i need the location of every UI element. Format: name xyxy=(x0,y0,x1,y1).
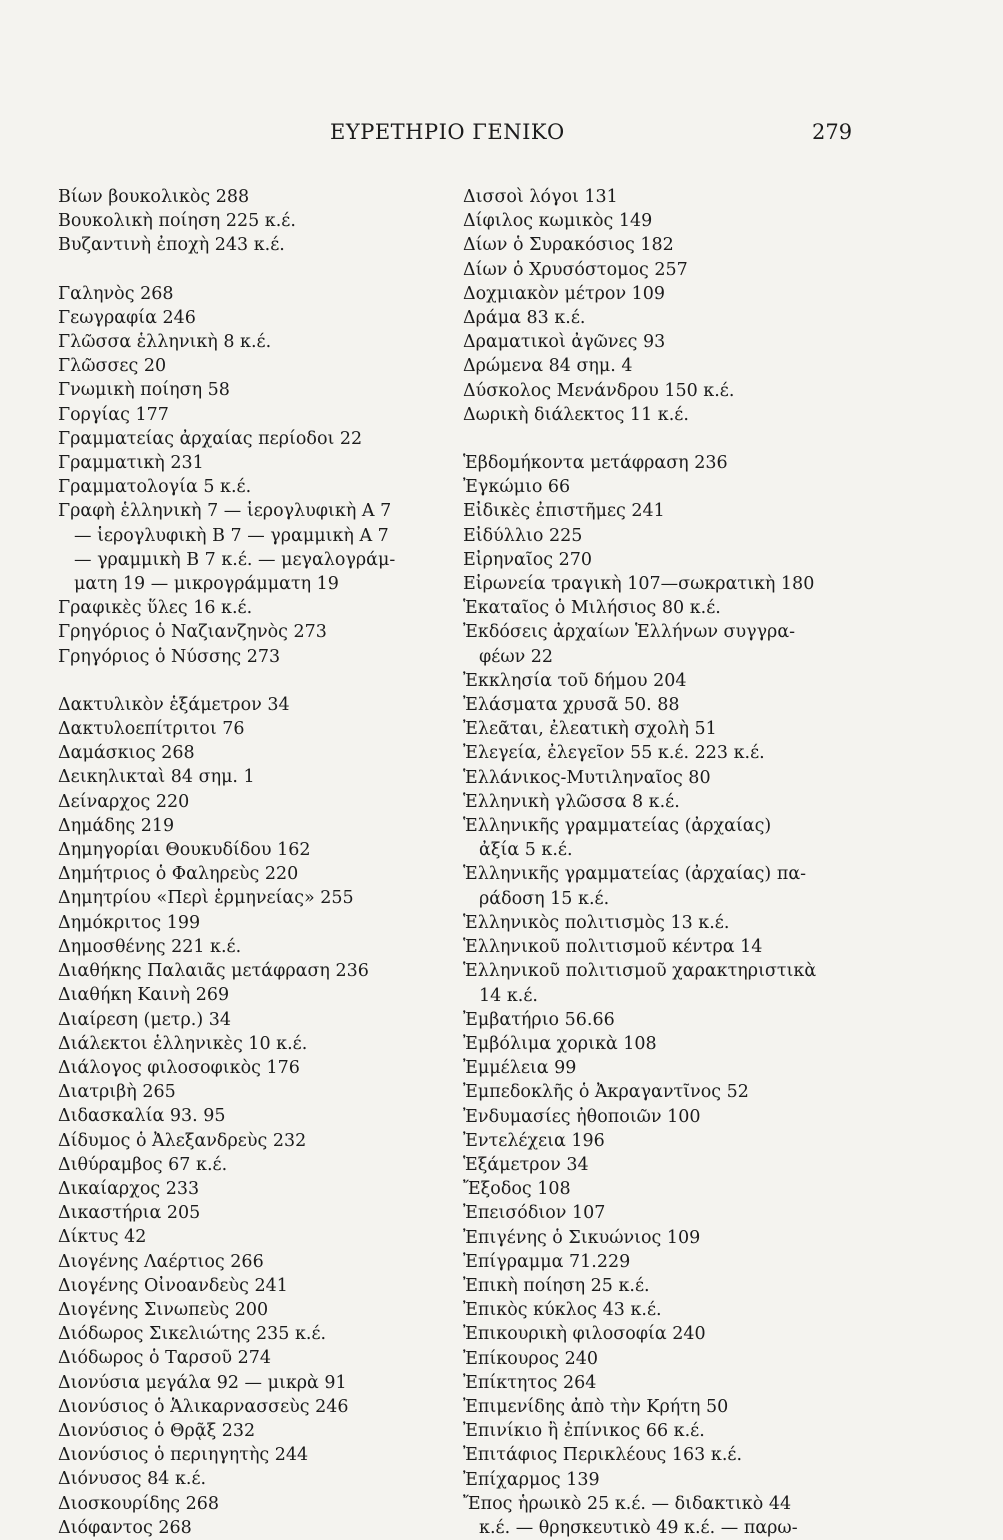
index-entry xyxy=(463,185,848,209)
index-entry xyxy=(463,1274,848,1298)
index-entry-continuation: ματη 19 — μικρογράμματη 19 xyxy=(74,574,339,595)
index-entry-text: Ἐπίγραμμα 71.229 xyxy=(463,1251,631,1272)
index-entry-text: Διόδωρος ὁ Ταρσοῦ 274 xyxy=(58,1348,271,1369)
index-entry-text: Γλῶσσες 20 xyxy=(58,356,167,377)
index-entry-text: Ἐνδυμασίες ἠθοποιῶν 100 xyxy=(463,1106,701,1127)
index-entry xyxy=(58,983,458,1007)
index-entry xyxy=(463,790,848,814)
index-entry-text: Διογένης Οἰνοανδεὺς 241 xyxy=(58,1275,288,1296)
index-entry xyxy=(58,717,458,741)
index-entry-continuation: κ.έ. — θρησκευτικὸ 49 κ.έ. — παρω- xyxy=(479,1517,798,1538)
index-entry-text: Δεικηλικταὶ 84 σημ. 1 xyxy=(58,767,255,788)
index-entry xyxy=(58,354,458,378)
index-entry-continuation: 14 κ.έ. xyxy=(479,985,538,1006)
index-entry-text: Ἐλεᾶται, ἐλεατικὴ σχολὴ 51 xyxy=(463,719,717,740)
index-entry-text: Ἑλληνικοῦ πολιτισμοῦ χαρακτηριστικὰ xyxy=(463,961,817,982)
index-entry-text: Εἰδικὲς ἐπιστῆμες 241 xyxy=(463,501,665,522)
index-entry-text: Διάλεκτοι ἑλληνικὲς 10 κ.έ. xyxy=(58,1033,308,1054)
index-entry xyxy=(58,1177,458,1201)
index-entry-text: Δοχμιακὸν μέτρον 109 xyxy=(463,283,666,304)
index-entry xyxy=(463,862,848,910)
index-entry xyxy=(58,1395,458,1419)
index-entry-text: Εἰρωνεία τραγικὴ 107—σωκρατικὴ 180 xyxy=(463,574,815,595)
index-entry xyxy=(463,935,848,959)
index-entry-text: Διάλογος φιλοσοφικὸς 176 xyxy=(58,1057,300,1078)
index-entry xyxy=(463,282,848,306)
index-entry xyxy=(58,911,458,935)
index-entry-continuation: ἀξία 5 κ.έ. xyxy=(479,840,573,861)
index-entry-text: Ἑλλάνικος-Μυτιληναῖος 80 xyxy=(463,767,711,788)
index-entry xyxy=(58,1250,458,1274)
index-entry-text: Γραμματείας ἀρχαίας περίοδοι 22 xyxy=(58,428,363,449)
index-entry-text: Ἐπικὸς κύκλος 43 κ.έ. xyxy=(463,1300,662,1321)
index-entry-text: Δίκτυς 42 xyxy=(58,1227,147,1248)
index-entry-text: Διονύσιος ὁ περιηγητὴς 244 xyxy=(58,1445,309,1466)
index-entry-text: Γραμματικὴ 231 xyxy=(58,453,204,474)
index-entry-text: Ἔξοδος 108 xyxy=(463,1179,571,1200)
index-entry xyxy=(463,1008,848,1032)
index-entry-text: Δίων ὁ Συρακόσιος 182 xyxy=(463,235,674,256)
index-entry xyxy=(463,1298,848,1322)
index-entry xyxy=(58,1467,458,1491)
index-entry-text: Δύσκολος Μενάνδρου 150 κ.έ. xyxy=(463,380,735,401)
running-title: ΕΥΡΕΤΗΡΙΟ ΓΕΝΙΚΟ xyxy=(330,120,565,144)
index-entry-text: Γραμματολογία 5 κ.έ. xyxy=(58,477,252,498)
index-entry xyxy=(463,1347,848,1371)
index-entry xyxy=(58,741,458,765)
index-entry-text: Ἐπίκτητος 264 xyxy=(463,1372,597,1393)
index-entry-text: Ἑβδομήκοντα μετάφραση 236 xyxy=(463,453,728,474)
index-entry xyxy=(463,1226,848,1250)
index-entry-text: Διογένης Λαέρτιος 266 xyxy=(58,1251,264,1272)
index-entry xyxy=(58,1104,458,1128)
index-entry-continuation: — ἱερογλυφικὴ Β 7 — γραμμικὴ Α 7 xyxy=(74,525,389,546)
index-entry xyxy=(58,814,458,838)
index-entry xyxy=(463,1492,848,1540)
index-entry-text: Διαθήκης Παλαιᾶς μετάφραση 236 xyxy=(58,961,369,982)
index-column-left xyxy=(58,185,458,1540)
index-entry-continuation: φέων 22 xyxy=(479,646,554,667)
index-entry-text: Γεωγραφία 246 xyxy=(58,307,196,328)
index-entry xyxy=(463,1443,848,1467)
index-entry-text: Διογένης Σινωπεὺς 200 xyxy=(58,1299,269,1320)
index-entry xyxy=(58,1443,458,1467)
index-entry xyxy=(58,862,458,886)
index-entry xyxy=(463,306,848,330)
index-entry xyxy=(463,1177,848,1201)
index-entry xyxy=(58,378,458,402)
index-entry-text: Ἐμβόλιμα χορικὰ 108 xyxy=(463,1033,657,1054)
index-entry-text: Ἑλληνικῆς γραμματείας (ἀρχαίας) xyxy=(463,816,772,837)
index-entry xyxy=(58,282,458,306)
index-entry-text: Δικαστήρια 205 xyxy=(58,1203,201,1224)
index-entry-text: Ἐπικὴ ποίηση 25 κ.έ. xyxy=(463,1275,650,1296)
index-entry xyxy=(58,645,458,669)
index-entry xyxy=(463,717,848,741)
index-entry xyxy=(58,620,458,644)
index-entry xyxy=(463,1056,848,1080)
index-column-right xyxy=(463,185,848,1540)
index-entry-text: Ἐπινίκιο ἢ ἐπίνικος 66 κ.έ. xyxy=(463,1421,705,1442)
index-entry xyxy=(58,1201,458,1225)
index-entry xyxy=(463,959,848,1007)
index-entry xyxy=(58,1032,458,1056)
index-entry-text: Γλῶσσα ἑλληνικὴ 8 κ.έ. xyxy=(58,332,272,353)
index-entry-text: Διατριβὴ 265 xyxy=(58,1082,176,1103)
index-entry-text: Δημήτριος ὁ Φαληρεὺς 220 xyxy=(58,864,299,885)
index-entry xyxy=(463,1080,848,1104)
index-entry-text: Ἐλεγεία, ἐλεγεῖον 55 κ.έ. 223 κ.έ. xyxy=(463,743,765,764)
index-entry-text: Ἐπιμενίδης ἀπὸ τὴν Κρήτη 50 xyxy=(463,1396,729,1417)
index-entry-text: Δημάδης 219 xyxy=(58,815,175,836)
index-entry-text: Ἐμβατήριο 56.66 xyxy=(463,1009,615,1030)
index-entry xyxy=(463,766,848,790)
index-entry-text: Ἔπος ἡρωικὸ 25 κ.έ. — διδακτικὸ 44 xyxy=(463,1493,792,1514)
index-entry-text: Διοσκουρίδης 268 xyxy=(58,1493,220,1514)
index-entry xyxy=(463,209,848,233)
index-entry-text: Δαμάσκιος 268 xyxy=(58,743,195,764)
index-entry-text: Ἑλληνικῆς γραμματείας (ἀρχαίας) πα- xyxy=(463,864,807,885)
index-entry xyxy=(58,1419,458,1443)
index-entry xyxy=(463,1468,848,1492)
index-entry-text: Δρώμενα 84 σημ. 4 xyxy=(463,356,633,377)
index-entry xyxy=(463,451,848,475)
index-entry xyxy=(58,1008,458,1032)
index-entry-text: Ἐντελέχεια 196 xyxy=(463,1130,605,1151)
index-entry xyxy=(58,475,458,499)
index-entry xyxy=(463,233,848,257)
index-entry xyxy=(463,475,848,499)
index-entry-text: Διαθήκη Καινὴ 269 xyxy=(58,985,230,1006)
index-entry-text: Δακτυλικὸν ἑξάμετρον 34 xyxy=(58,694,290,715)
index-entry xyxy=(58,1274,458,1298)
index-entry-text: Δακτυλοεπίτριτοι 76 xyxy=(58,719,245,740)
section-gap xyxy=(58,258,458,282)
index-entry xyxy=(463,814,848,862)
index-entry xyxy=(463,330,848,354)
index-entry-text: Δημηγορίαι Θουκυδίδου 162 xyxy=(58,840,311,861)
index-entry-text: Ἐπεισόδιον 107 xyxy=(463,1203,606,1224)
index-entry-text: Διαίρεση (μετρ.) 34 xyxy=(58,1009,231,1030)
index-entry-text: Ἐπίχαρμος 139 xyxy=(463,1469,600,1490)
index-entry-text: Ἐγκώμιο 66 xyxy=(463,477,571,498)
index-entry-text: Γραφὴ ἑλληνικὴ 7 — ἱερογλυφικὴ Α 7 xyxy=(58,501,392,522)
section-gap xyxy=(463,427,848,451)
index-entry xyxy=(463,693,848,717)
index-entry-text: Διονύσιος ὁ Ἁλικαρνασσεὺς 246 xyxy=(58,1396,349,1417)
index-entry xyxy=(58,306,458,330)
index-entry-text: Ἐλάσματα χρυσᾶ 50. 88 xyxy=(463,695,680,716)
index-entry-text: Διόδωρος Σικελιώτης 235 κ.έ. xyxy=(58,1324,327,1345)
index-entry xyxy=(58,427,458,451)
index-entry-text: Ἑξάμετρον 34 xyxy=(463,1154,589,1175)
index-entry xyxy=(58,790,458,814)
index-entry-text: Ἐπικουρικὴ φιλοσοφία 240 xyxy=(463,1324,706,1345)
index-entry-text: Βίων βουκολικὸς 288 xyxy=(58,187,250,207)
index-entry xyxy=(58,1298,458,1322)
index-entry-text: Βουκολικὴ ποίηση 225 κ.έ. xyxy=(58,211,296,232)
index-entry-text: Δημητρίου «Περὶ ἑρμηνείας» 255 xyxy=(58,888,354,909)
index-entry xyxy=(58,596,458,620)
index-entry-text: Διόνυσος 84 κ.έ. xyxy=(58,1469,207,1490)
index-entry xyxy=(58,330,458,354)
index-entry xyxy=(463,572,848,596)
index-entry-text: Δικαίαρχος 233 xyxy=(58,1178,200,1199)
index-entry-text: Ἐμπεδοκλῆς ὁ Ἀκραγαντῖνος 52 xyxy=(463,1082,749,1103)
index-entry xyxy=(58,1056,458,1080)
index-entry-text: Δείναρχος 220 xyxy=(58,791,190,812)
index-entry-text: Διονύσια μεγάλα 92 — μικρὰ 91 xyxy=(58,1372,347,1393)
index-entry xyxy=(463,379,848,403)
index-entry-text: Γρηγόριος ὁ Ναζιανζηνὸς 273 xyxy=(58,622,327,643)
index-entry xyxy=(463,548,848,572)
index-entry xyxy=(463,403,848,427)
page-header xyxy=(0,120,1003,150)
index-entry-text: Δραματικοὶ ἀγῶνες 93 xyxy=(463,332,666,353)
index-entry xyxy=(58,209,458,233)
index-entry xyxy=(58,403,458,427)
index-entry-text: Ἑλληνικὴ γλῶσσα 8 κ.έ. xyxy=(463,791,680,812)
index-entry xyxy=(58,185,458,209)
index-entry-text: Διθύραμβος 67 κ.έ. xyxy=(58,1154,228,1175)
index-entry-text: Δράμα 83 κ.έ. xyxy=(463,308,586,329)
index-entry xyxy=(58,886,458,910)
index-entry-text: Δημόκριτος 199 xyxy=(58,912,201,933)
index-entry-text: Γνωμικὴ ποίηση 58 xyxy=(58,380,230,401)
index-entry xyxy=(58,1371,458,1395)
section-gap xyxy=(58,669,458,693)
index-entry-continuation: ράδοση 15 κ.έ. xyxy=(479,888,610,909)
index-entry-text: Διδασκαλία 93. 95 xyxy=(58,1106,226,1127)
index-entry xyxy=(463,596,848,620)
index-entry-text: Διόφαντος 268 xyxy=(58,1517,192,1538)
index-entry-text: Ἐπίκουρος 240 xyxy=(463,1348,598,1369)
index-entry-text: Ἐπιγένης ὁ Σικυώνιος 109 xyxy=(463,1227,701,1248)
index-entry xyxy=(58,451,458,475)
index-entry xyxy=(463,499,848,523)
index-entry-text: Ἑκαταῖος ὁ Μιλήσιος 80 κ.έ. xyxy=(463,598,721,619)
index-entry-text: Γραφικὲς ὕλες 16 κ.έ. xyxy=(58,598,253,619)
index-entry xyxy=(463,620,848,668)
index-entry xyxy=(463,1419,848,1443)
index-entry-text: Ἐμμέλεια 99 xyxy=(463,1058,577,1079)
index-entry xyxy=(463,1105,848,1129)
index-entry xyxy=(463,911,848,935)
index-entry xyxy=(58,1129,458,1153)
index-entry-text: Ἐκδόσεις ἀρχαίων Ἑλλήνων συγγρα- xyxy=(463,622,796,643)
page-number: 279 xyxy=(812,120,853,144)
index-entry-text: Δίδυμος ὁ Ἀλεξανδρεὺς 232 xyxy=(58,1130,307,1151)
index-entry xyxy=(463,1032,848,1056)
index-entry xyxy=(58,935,458,959)
index-entry xyxy=(463,1201,848,1225)
index-entry-text: Ἑλληνικὸς πολιτισμὸς 13 κ.έ. xyxy=(463,912,730,933)
index-entry-text: Δίων ὁ Χρυσόστομος 257 xyxy=(463,259,688,280)
index-entry xyxy=(463,258,848,282)
index-entry xyxy=(58,1492,458,1516)
index-entry-text: Εἰδύλλιο 225 xyxy=(463,525,583,546)
index-entry-text: Γρηγόριος ὁ Νύσσης 273 xyxy=(58,646,281,667)
index-entry xyxy=(58,1322,458,1346)
index-entry xyxy=(58,499,458,596)
index-entry xyxy=(58,765,458,789)
index-entry xyxy=(58,1153,458,1177)
index-entry xyxy=(463,524,848,548)
index-entry-text: Δισσοὶ λόγοι 131 xyxy=(463,187,618,207)
index-entry xyxy=(463,1395,848,1419)
index-entry xyxy=(58,959,458,983)
index-entry-text: Διονύσιος ὁ Θρᾷξ 232 xyxy=(58,1420,256,1441)
index-entry xyxy=(58,693,458,717)
index-entry-text: Γαληνὸς 268 xyxy=(58,283,174,304)
index-entry xyxy=(58,1346,458,1370)
index-entry-text: Βυζαντινὴ ἐποχὴ 243 κ.έ. xyxy=(58,235,285,256)
index-entry-text: Δίφιλος κωμικὸς 149 xyxy=(463,211,653,232)
index-entry xyxy=(58,1080,458,1104)
index-entry-text: Γοργίας 177 xyxy=(58,404,169,425)
index-entry xyxy=(58,233,458,257)
index-entry xyxy=(463,1129,848,1153)
index-entry-text: Ἐκκλησία τοῦ δήμου 204 xyxy=(463,670,687,691)
index-entry-text: Δημοσθένης 221 κ.έ. xyxy=(58,936,242,957)
index-entry-text: Ἑλληνικοῦ πολιτισμοῦ κέντρα 14 xyxy=(463,937,763,958)
index-entry xyxy=(463,1322,848,1346)
index-entry xyxy=(463,741,848,765)
index-entry xyxy=(58,1516,458,1540)
index-entry xyxy=(58,1225,458,1249)
index-entry xyxy=(463,669,848,693)
index-entry-text: Εἰρηναῖος 270 xyxy=(463,549,593,570)
index-entry-text: Δωρικὴ διάλεκτος 11 κ.έ. xyxy=(463,404,689,425)
index-entry xyxy=(463,1250,848,1274)
index-entry-continuation: — γραμμικὴ Β 7 κ.έ. — μεγαλογράμ- xyxy=(74,549,396,570)
index-entry xyxy=(58,838,458,862)
index-entry xyxy=(463,1153,848,1177)
index-entry xyxy=(463,1371,848,1395)
index-entry-text: Ἐπιτάφιος Περικλέους 163 κ.έ. xyxy=(463,1445,743,1466)
index-entry xyxy=(463,354,848,378)
